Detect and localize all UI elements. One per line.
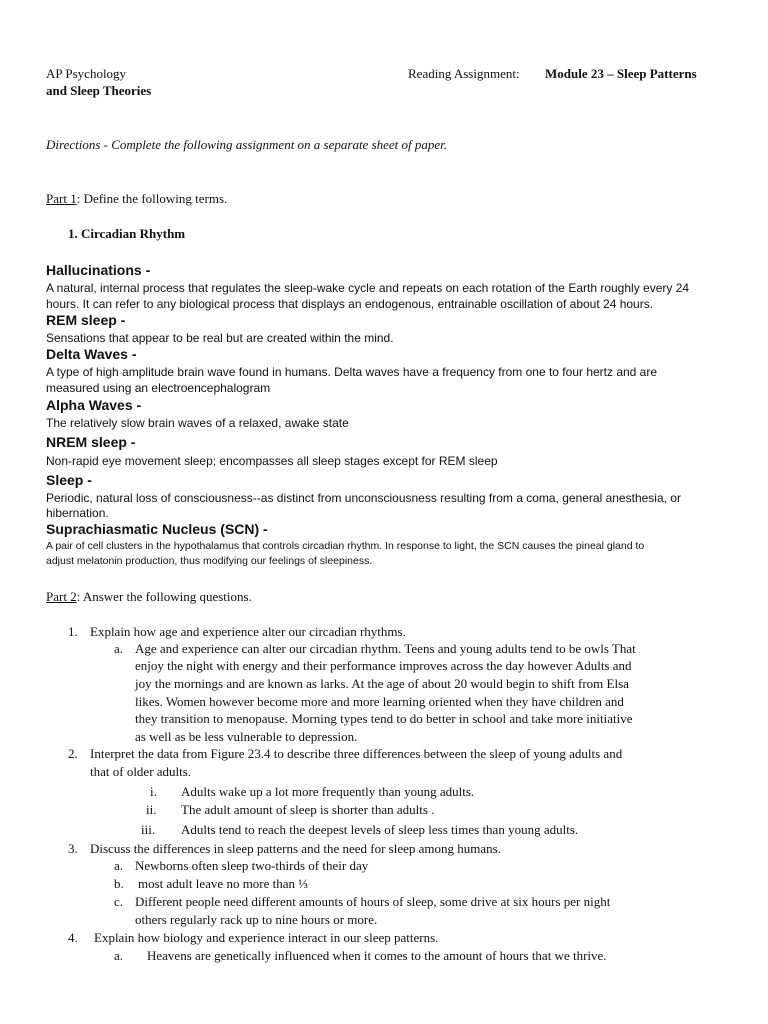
part1-instruction: : Define the following terms. xyxy=(76,191,228,206)
answer-marker: a. xyxy=(114,858,124,873)
answer-line: they transition to menopause. Morning types tend to do better in school and take more initiative xyxy=(135,711,633,726)
term-heading: Suprachiasmatic Nucleus (SCN) - xyxy=(46,521,268,537)
part2-heading xyxy=(46,589,252,605)
question-text: Explain how biology and experience interact in our sleep patterns. xyxy=(94,930,439,945)
term-definition-line: A pair of cell clusters in the hypothalamus that controls circadian rhythm. In response to light, the SCN causes the pineal gland to xyxy=(46,540,645,552)
question-text: Discuss the differences in sleep patterns and the need for sleep among humans. xyxy=(90,841,501,856)
term-definition-line: measured using an electroencephalogram xyxy=(46,381,271,395)
term-definition-line: hours. It can refer to any biological process that displays an endogenous, entrainable oscillation of about 24 hours. xyxy=(46,297,654,311)
answer-marker: b. xyxy=(114,876,124,891)
term-definition-line: adjust melatonin production, thus modifying our feelings of sleepiness. xyxy=(46,555,373,567)
answer-marker: iii. xyxy=(141,822,156,837)
answer-line: most adult leave no more than ⅓ xyxy=(138,876,309,891)
answer-marker: a. xyxy=(114,948,124,963)
term-definition-line: Non-rapid eye movement sleep; encompasses all sleep stages except for REM sleep xyxy=(46,454,498,468)
question-number: 2. xyxy=(68,746,78,761)
answer-line: The adult amount of sleep is shorter than adults . xyxy=(181,802,435,817)
answer-marker: a. xyxy=(114,641,124,656)
question-number: 4. xyxy=(68,930,78,945)
answer-line: joy the mornings and are known as larks. At the age of about 20 would begin to shift from Elsa xyxy=(135,676,629,691)
term-heading: Hallucinations - xyxy=(46,262,151,278)
term-definition-line: The relatively slow brain waves of a relaxed, awake state xyxy=(46,416,349,430)
question-number: 1. xyxy=(68,624,78,639)
assignment-label: Reading Assignment: xyxy=(408,66,520,81)
term-definition-line: A type of high amplitude brain wave found in humans. Delta waves have a frequency from one to four hertz and are xyxy=(46,365,658,379)
answer-line: enjoy the night with energy and their performance improves across the day however Adults and xyxy=(135,658,632,673)
part1-heading xyxy=(46,191,227,207)
module-subtitle: and Sleep Theories xyxy=(46,83,152,98)
answer-marker: i. xyxy=(150,784,157,799)
question-text: Interpret the data from Figure 23.4 to describe three differences between the sleep of young adults and xyxy=(90,746,623,761)
answer-line: Different people need different amounts of hours of sleep, some drive at six hours per night xyxy=(135,894,611,909)
term-definition-line: Sensations that appear to be real but are created within the mind. xyxy=(46,331,394,345)
course-title: AP Psychology xyxy=(46,66,127,81)
part2-instruction: : Answer the following questions. xyxy=(76,589,252,604)
answer-marker: ii. xyxy=(146,802,157,817)
term-heading: Delta Waves - xyxy=(46,346,137,362)
module-title: Module 23 – Sleep Patterns xyxy=(545,66,697,81)
answer-line: Adults tend to reach the deepest levels of sleep less times than young adults. xyxy=(181,822,579,837)
answer-line: Heavens are genetically influenced when it comes to the amount of hours that we thrive. xyxy=(147,948,607,963)
term-definition-line: Periodic, natural loss of consciousness--as distinct from unconsciousness resulting from a coma, general anesthesia, or xyxy=(46,491,681,505)
question-text: Explain how age and experience alter our circadian rhythms. xyxy=(90,624,406,639)
part2-label: Part 2 xyxy=(46,589,77,604)
term-heading: NREM sleep - xyxy=(46,434,136,450)
answer-line: as well as be less vulnerable to depression. xyxy=(135,729,358,744)
question-text: that of older adults. xyxy=(90,764,192,779)
term-heading: Alpha Waves - xyxy=(46,397,142,413)
part1-label: Part 1 xyxy=(46,191,77,206)
answer-line: others regularly rack up to nine hours or more. xyxy=(135,912,378,927)
answer-line: Newborns often sleep two-thirds of their day xyxy=(135,858,369,873)
term-heading: REM sleep - xyxy=(46,312,126,328)
answer-line: Adults wake up a lot more frequently than young adults. xyxy=(181,784,475,799)
question-number: 3. xyxy=(68,841,78,856)
term-definition-line: hibernation. xyxy=(46,506,109,520)
answer-line: Age and experience can alter our circadian rhythm. Teens and young adults tend to be owls That xyxy=(135,641,636,656)
part1-numbered-term: 1. Circadian Rhythm xyxy=(68,226,186,241)
directions: Directions - Complete the following assignment on a separate sheet of paper. xyxy=(46,137,448,152)
term-heading: Sleep - xyxy=(46,472,92,488)
term-definition-line: A natural, internal process that regulates the sleep-wake cycle and repeats on each rotation of the Earth roughly every 24 xyxy=(46,281,690,295)
answer-marker: c. xyxy=(114,894,124,909)
answer-line: likes. Women however become more and more learning oriented when they have children and xyxy=(135,694,624,709)
